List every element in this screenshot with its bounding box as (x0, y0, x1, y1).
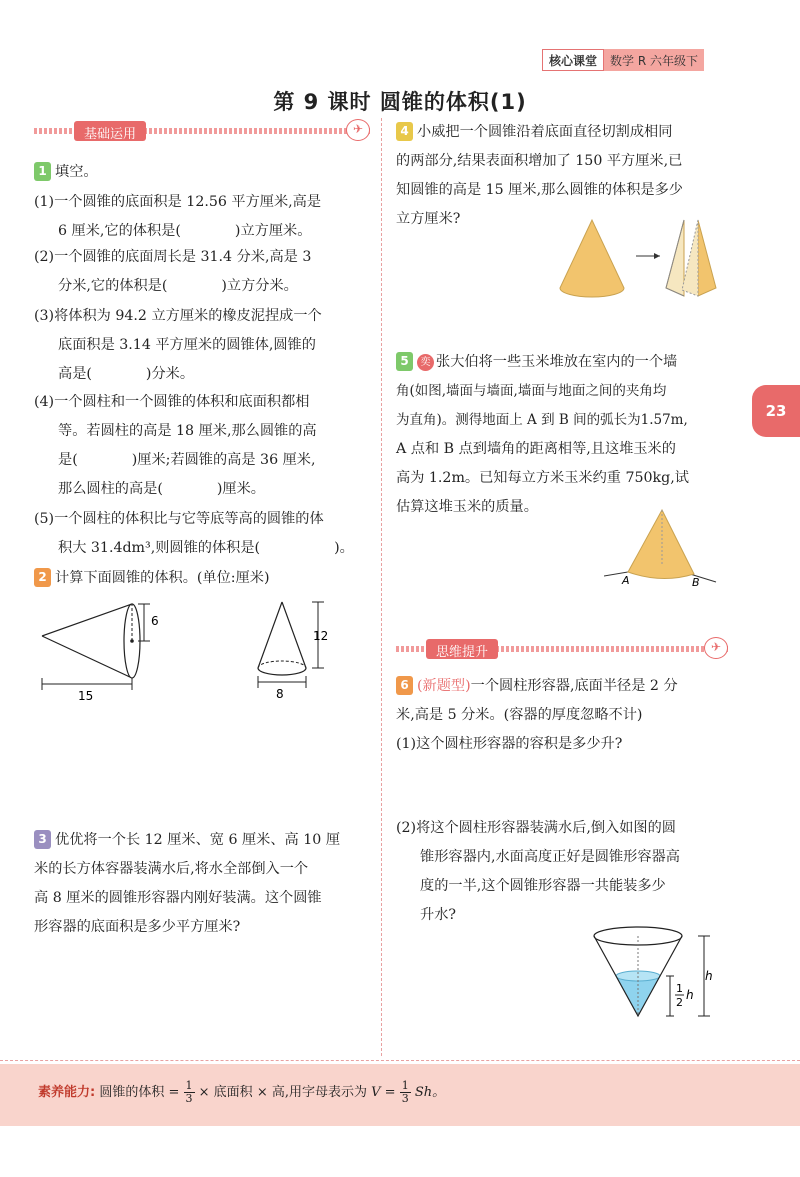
footer-divider (0, 1060, 800, 1061)
q6-half-h: h (686, 988, 694, 1002)
q6-part2-line4: 升水? (420, 907, 456, 923)
frac2-num: 1 (401, 1079, 409, 1092)
footer-eq: = (384, 1085, 396, 1100)
q6-text (396, 672, 746, 759)
q1-stem (34, 158, 98, 187)
q6-cone-container-figure (590, 924, 720, 1024)
q5-star-badge: 奕 (417, 354, 434, 371)
q1-3-line1: (3)将体积为 94.2 立方厘米的橡皮泥捏成一个 (34, 308, 322, 324)
q3-line2: 米的长方体容器装满水后,将水全部倒入一个 (34, 861, 309, 877)
q6-half-num: 1 (676, 982, 683, 995)
q2-fig1-radius-label: 6 (151, 614, 159, 628)
q6-line1: 一个圆柱形容器,底面半径是 2 分 (470, 678, 678, 694)
q1-number: 1 (34, 162, 51, 181)
footer-text2: × 底面积 × 高,用字母表示为 (198, 1085, 367, 1100)
frac2-den: 3 (401, 1092, 409, 1105)
q1-3-line2: 底面积是 3.14 平方厘米的圆锥体,圆锥的 (58, 337, 316, 353)
q1-1-line2b: )立方厘米。 (234, 223, 312, 239)
q5-label-a: A (622, 574, 630, 587)
q1-4-line4b: )厘米。 (216, 481, 265, 497)
q5-line2: 角(如图,墙面与墙面,墙面与地面之间的夹角均 (396, 383, 667, 399)
q1-3-line3b: )分米。 (145, 366, 195, 382)
q2-fig2-diameter-label: 8 (276, 687, 284, 701)
q2-fig2-height-label: 12 (313, 629, 329, 643)
section-label-basic: 基础运用 (74, 121, 146, 141)
q4-line4: 立方厘米? (396, 211, 461, 227)
q4-line2: 的两部分,结果表面积增加了 150 平方厘米,已 (396, 153, 683, 169)
q4-number: 4 (396, 122, 413, 141)
q6-line2: 米,高是 5 分米。(容器的厚度忽略不计) (396, 707, 643, 723)
q6-part2-line3: 度的一半,这个圆锥形容器一共能装多少 (420, 878, 666, 894)
frac1-num: 1 (185, 1079, 193, 1092)
q6-new-type-tag: (新题型) (417, 678, 471, 694)
footer-text1: 圆锥的体积 = (99, 1085, 180, 1100)
footer-fraction-2 (400, 1080, 411, 1105)
section-banner-basic (34, 122, 370, 140)
q5-line3: 为直角)。测得地面上 A 到 B 间的弧长为1.57m, (396, 412, 688, 428)
q5-line6: 估算这堆玉米的质量。 (396, 499, 538, 515)
q1-5-line2a: 积大 31.4dm³,则圆锥的体积是( (58, 540, 261, 556)
frac1-den: 3 (185, 1092, 193, 1105)
q3-line3: 高 8 厘米的圆锥形容器内刚好装满。这个圆锥 (34, 890, 322, 906)
q1-stem-text: 填空。 (55, 164, 98, 180)
q1-4-line1: (4)一个圆柱和一个圆锥的体积和底面积都相 (34, 394, 310, 410)
q5-text (396, 348, 746, 522)
q2-fig1-height-label: 15 (78, 689, 94, 703)
header-badge (542, 49, 704, 71)
q6-part2-line2: 锥形容器内,水面高度正好是圆锥形容器高 (420, 849, 680, 865)
q1-4-line3a: 是( (58, 452, 78, 468)
footer-var-v: V (371, 1085, 381, 1100)
q1-4-line4a: 那么圆柱的高是( (58, 481, 163, 497)
q1-item-3 (34, 302, 379, 389)
header-badge-main: 核心课堂 (542, 49, 604, 71)
q6-half-den: 2 (676, 996, 683, 1009)
paper-plane-icon: ✈ (704, 637, 728, 659)
q5-line5: 高为 1.2m。已知每立方米玉米约重 750kg,试 (396, 470, 689, 486)
header-badge-sub: 数学 R 六年级下 (604, 49, 704, 71)
column-divider (381, 118, 382, 1056)
paper-plane-icon: ✈ (346, 119, 370, 141)
q1-5-line1: (5)一个圆柱的体积比与它等底等高的圆锥的体 (34, 511, 324, 527)
section-label-advanced: 思维提升 (426, 639, 498, 659)
q3-line4: 形容器的底面积是多少平方厘米? (34, 919, 241, 935)
q1-4-line2: 等。若圆柱的高是 18 厘米,那么圆锥的高 (58, 423, 317, 439)
page-number-tab: 23 (752, 385, 800, 437)
q5-number: 5 (396, 352, 413, 371)
q1-4-line3b: )厘米;若圆锥的高是 36 厘米, (131, 452, 316, 468)
q1-5-line2b: )。 (334, 540, 354, 556)
footer-text3: Sh。 (414, 1085, 446, 1100)
q1-item-1 (34, 188, 379, 246)
q1-1-line2a: 6 厘米,它的体积是( (58, 223, 181, 239)
q2-figure-standing-cone (250, 598, 340, 708)
q1-3-line3a: 高是( (58, 366, 92, 382)
page-title: 第 9 课时 圆锥的体积(1) (273, 90, 527, 114)
q6-part2-line1: (2)将这个圆柱形容器装满水后,倒入如图的圆 (396, 820, 676, 836)
q2-number: 2 (34, 568, 51, 587)
footer-label: 素养能力: (38, 1085, 96, 1100)
q1-2-line2a: 分米,它的体积是( (58, 278, 168, 294)
footer-formula (38, 1080, 445, 1105)
q1-item-2 (34, 243, 379, 301)
q1-1-line1: (1)一个圆锥的底面积是 12.56 平方厘米,高是 (34, 194, 322, 210)
q4-line3: 知圆锥的高是 15 厘米,那么圆锥的体积是多少 (396, 182, 683, 198)
q5-line4: A 点和 B 点到墙角的距离相等,且这堆玉米的 (396, 441, 676, 457)
q5-label-b: B (692, 576, 700, 589)
footer-fraction-1 (184, 1080, 195, 1105)
q1-2-line1: (2)一个圆锥的底面周长是 31.4 分米,高是 3 (34, 249, 312, 265)
q6-part2-text (396, 814, 746, 930)
q2-stem (34, 564, 269, 593)
q5-corn-pile-figure (604, 506, 724, 590)
q2-figure-lying-cone (34, 596, 174, 706)
q4-cone-split-figure (556, 214, 726, 304)
q6-line3: (1)这个圆柱形容器的容积是多少升? (396, 736, 623, 752)
section-banner-advanced (396, 640, 728, 658)
q4-line1: 小威把一个圆锥沿着底面直径切割成相同 (417, 124, 673, 140)
q3-line1: 优优将一个长 12 厘米、宽 6 厘米、高 10 厘 (55, 832, 341, 848)
q1-2-line2b: )立方分米。 (221, 278, 298, 294)
q3-text (34, 826, 379, 942)
q6-h-label: h (705, 969, 713, 983)
q3-number: 3 (34, 830, 51, 849)
q1-item-4 (34, 388, 379, 504)
q6-number: 6 (396, 676, 413, 695)
q1-item-5 (34, 505, 379, 563)
q2-stem-text: 计算下面圆锥的体积。(单位:厘米) (55, 570, 270, 586)
q5-line1: 张大伯将一些玉米堆放在室内的一个墙 (436, 354, 678, 370)
